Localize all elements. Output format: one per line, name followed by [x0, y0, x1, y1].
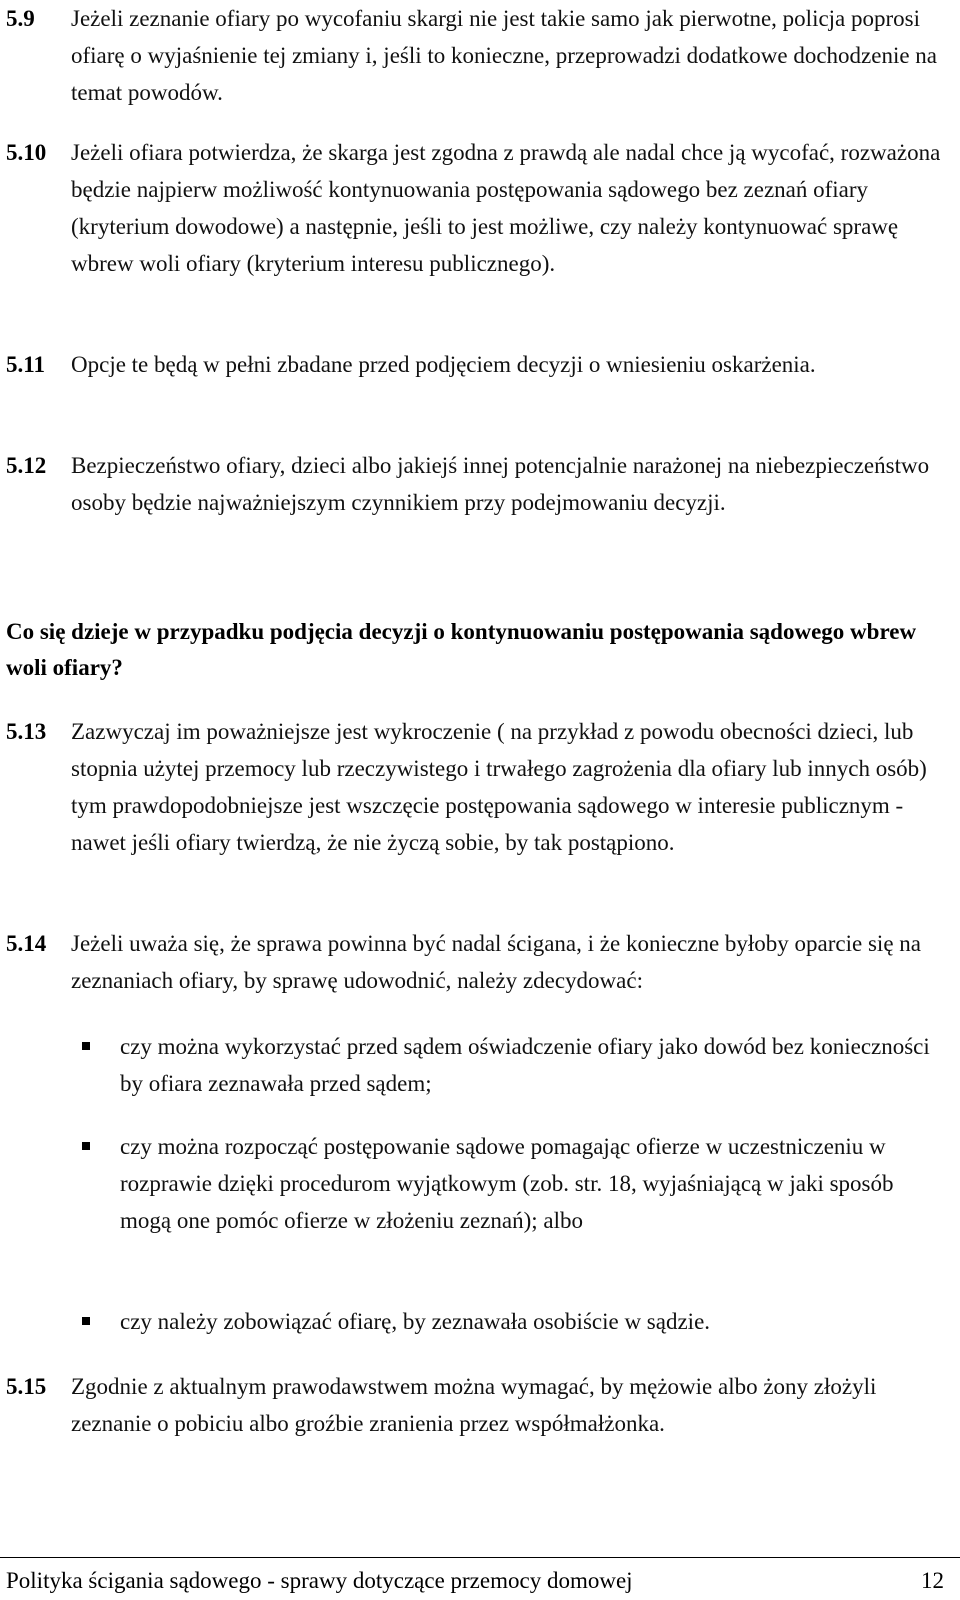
bullet-text: czy można wykorzystać przed sądem oświadczenie ofiary jako dowód bez konieczności by ofiara zeznawała przed sądem;: [120, 1034, 930, 1096]
square-bullet-icon: [82, 1042, 90, 1050]
page-footer: [6, 1566, 944, 1596]
paragraph-5-9: [0, 0, 950, 111]
bullet-text: czy należy zobowiązać ofiarę, by zeznawała osobiście w sądzie.: [120, 1309, 711, 1334]
square-bullet-icon: [82, 1142, 90, 1150]
square-bullet-icon: [82, 1317, 90, 1325]
paragraph-text: Jeżeli uważa się, że sprawa powinna być nadal ścigana, i że konieczne byłoby oparcie się na zeznaniach ofiary, by sprawę udowodnić, należy zdecydować:: [71, 931, 921, 993]
footer-divider: [0, 1557, 960, 1558]
bullet-item: [0, 1128, 950, 1239]
paragraph-5-14: [0, 925, 950, 999]
paragraph-number: 5.12: [6, 453, 47, 478]
bullet-text: czy można rozpocząć postępowanie sądowe pomagając ofierze w uczestniczeniu w rozprawie dzięki procedurom wyjątkowym (zob. str. 18, wyjaśniającą w jaki sposób mogą one pomóc ofierze w złożeniu zeznań); albo: [120, 1134, 894, 1233]
bullet-item: [0, 1028, 950, 1102]
paragraph-5-11: [0, 346, 950, 383]
bullet-item: [0, 1303, 950, 1340]
paragraph-number: 5.9: [6, 6, 35, 31]
paragraph-5-10: [0, 134, 950, 282]
paragraph-5-13: [0, 713, 950, 861]
paragraph-text: Jeżeli ofiara potwierdza, że skarga jest zgodna z prawdą ale nadal chce ją wycofać, rozważona będzie najpierw możliwość kontynuowania postępowania sądowego bez zeznań ofiary (kryterium dowodowe) a następnie, jeśli to jest możliwe, czy należy kontynuować sprawę wbrew woli ofiary (kryterium interesu publicznego).: [71, 140, 941, 276]
paragraph-number: 5.13: [6, 719, 47, 744]
footer-title: Polityka ścigania sądowego - sprawy dotyczące przemocy domowej: [6, 1568, 633, 1593]
paragraph-number: 5.15: [6, 1374, 47, 1399]
paragraph-number: 5.10: [6, 140, 47, 165]
paragraph-text: Jeżeli zeznanie ofiary po wycofaniu skargi nie jest takie samo jak pierwotne, policja poprosi ofiarę o wyjaśnienie tej zmiany i, jeśli to konieczne, przeprowadzi dodatkowe dochodzenie na temat powodów.: [71, 6, 938, 105]
paragraph-number: 5.14: [6, 931, 47, 956]
section-heading: Co się dzieje w przypadku podjęcia decyzji o kontynuowaniu postępowania sądowego wbrew woli ofiary?: [6, 619, 917, 680]
paragraph-number: 5.11: [6, 352, 45, 377]
paragraph-text: Opcje te będą w pełni zbadane przed podjęciem decyzji o wniesieniu oskarżenia.: [71, 352, 816, 377]
paragraph-5-12: [0, 447, 950, 521]
paragraph-5-15: [0, 1368, 950, 1442]
paragraph-text: Zazwyczaj im poważniejsze jest wykroczenie ( na przykład z powodu obecności dzieci, lub stopnia użytej przemocy lub rzeczywistego i trwałego zagrożenia dla ofiary lub innych osób) tym prawdopodobniejsze jest wszczęcie postępowania sądowego w interesie publicznym - nawet jeśli ofiary twierdzą, że nie życzą sobie, by tak postąpiono.: [71, 719, 927, 855]
paragraph-text: Zgodnie z aktualnym prawodawstwem można wymagać, by mężowie albo żony złożyli zeznanie o pobiciu albo groźbie zranienia przez współmałżonka.: [71, 1374, 877, 1436]
paragraph-text: Bezpieczeństwo ofiary, dzieci albo jakiejś innej potencjalnie narażonej na niebezpieczeństwo osoby będzie najważniejszym czynnikiem przy podejmowaniu decyzji.: [71, 453, 930, 515]
page-number: 12: [921, 1568, 944, 1593]
